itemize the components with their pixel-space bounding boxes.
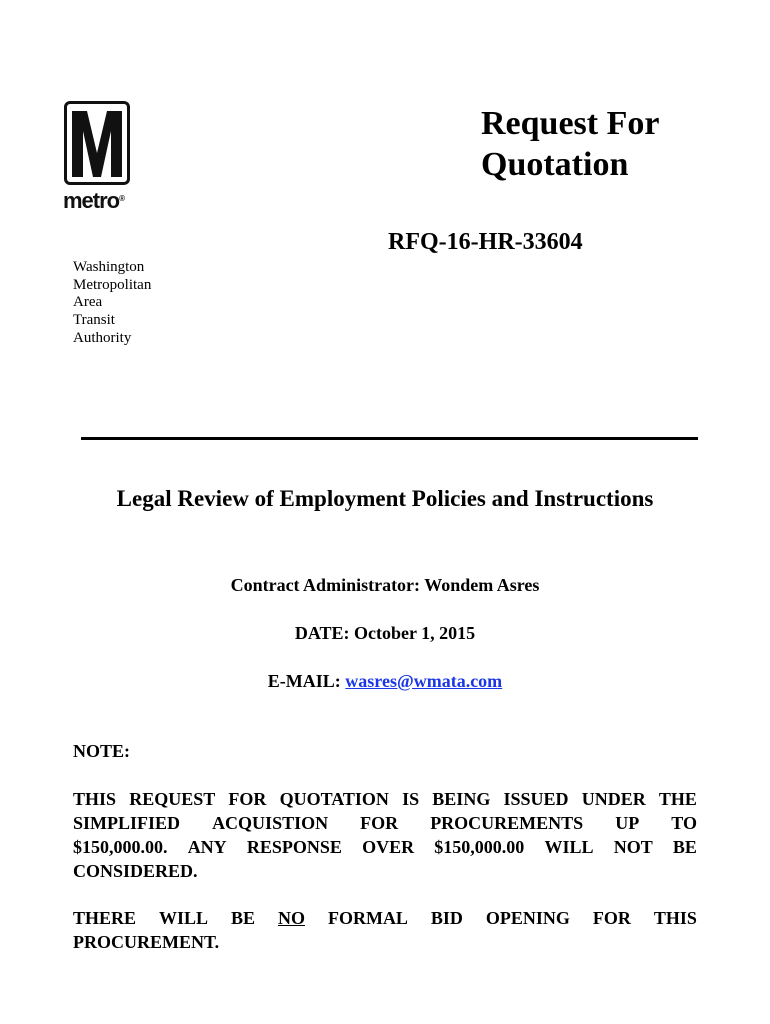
org-line: Metropolitan xyxy=(73,276,152,293)
word: WILL xyxy=(544,837,594,857)
word: FORMAL xyxy=(327,908,408,928)
word: ANY xyxy=(187,837,227,857)
metro-wordmark xyxy=(63,186,125,216)
horizontal-divider xyxy=(81,437,698,440)
emphasis-word: NO xyxy=(277,908,305,928)
word: REQUEST xyxy=(129,789,216,809)
word: BE xyxy=(672,837,697,857)
paragraph-line xyxy=(73,787,697,811)
word: RESPONSE xyxy=(246,837,342,857)
word: BEING xyxy=(432,789,491,809)
email-link[interactable]: wasres@wmata.com xyxy=(345,671,503,691)
word: THIS xyxy=(73,789,117,809)
note-paragraph-1 xyxy=(73,787,697,883)
word: WILL xyxy=(159,908,209,928)
org-line: Washington xyxy=(73,259,145,275)
word: $150,000.00. xyxy=(73,837,168,857)
org-line: Transit xyxy=(73,312,115,329)
paragraph-line xyxy=(73,930,697,954)
word: PROCUREMENT. xyxy=(73,932,220,952)
word: TO xyxy=(671,813,697,833)
paragraph-line xyxy=(73,906,697,930)
metro-logo-mark xyxy=(64,101,130,185)
wordmark-text: metro xyxy=(63,188,120,213)
word: FOR xyxy=(228,789,267,809)
paragraph-line xyxy=(73,835,697,859)
word: UNDER xyxy=(581,789,646,809)
title-line-2: Quotation xyxy=(481,146,629,183)
contract-administrator: Contract Administrator: Wondem Asres xyxy=(230,575,540,595)
word: FOR xyxy=(592,908,631,928)
word: $150,000.00 xyxy=(434,837,525,857)
word: ACQUISTION xyxy=(212,813,329,833)
word: QUOTATION xyxy=(279,789,389,809)
paragraph-line xyxy=(73,811,697,835)
title-line-1: Request For xyxy=(481,105,660,142)
word: PROCUREMENTS xyxy=(430,813,584,833)
registered-mark: ® xyxy=(119,194,126,203)
word: BE xyxy=(231,908,256,928)
word: THERE xyxy=(73,908,137,928)
word: FOR xyxy=(360,813,399,833)
word: THE xyxy=(658,789,697,809)
word: NOT xyxy=(613,837,653,857)
organization-name xyxy=(73,259,151,348)
subject-heading: Legal Review of Employment Policies and Instructions xyxy=(116,486,654,511)
word: OPENING xyxy=(485,908,570,928)
word: OVER xyxy=(362,837,415,857)
date-line: DATE: October 1, 2015 xyxy=(294,623,476,643)
document-title xyxy=(481,103,659,185)
word: SIMPLIFIED xyxy=(73,813,181,833)
word: CONSIDERED. xyxy=(73,861,198,881)
metro-m-glyph xyxy=(70,107,124,179)
paragraph-line xyxy=(73,859,697,883)
email-label: E-MAIL: xyxy=(267,671,341,691)
word: IS xyxy=(402,789,420,809)
word: ISSUED xyxy=(503,789,569,809)
word: BID xyxy=(430,908,463,928)
word: THIS xyxy=(653,908,697,928)
word: UP xyxy=(615,813,640,833)
org-line: Authority xyxy=(73,329,132,346)
rfq-number: RFQ-16-HR-33604 xyxy=(388,229,583,255)
note-paragraph-2 xyxy=(73,906,697,954)
org-line: Area xyxy=(73,294,103,311)
note-label: NOTE: xyxy=(73,741,131,761)
email-line xyxy=(0,669,770,693)
